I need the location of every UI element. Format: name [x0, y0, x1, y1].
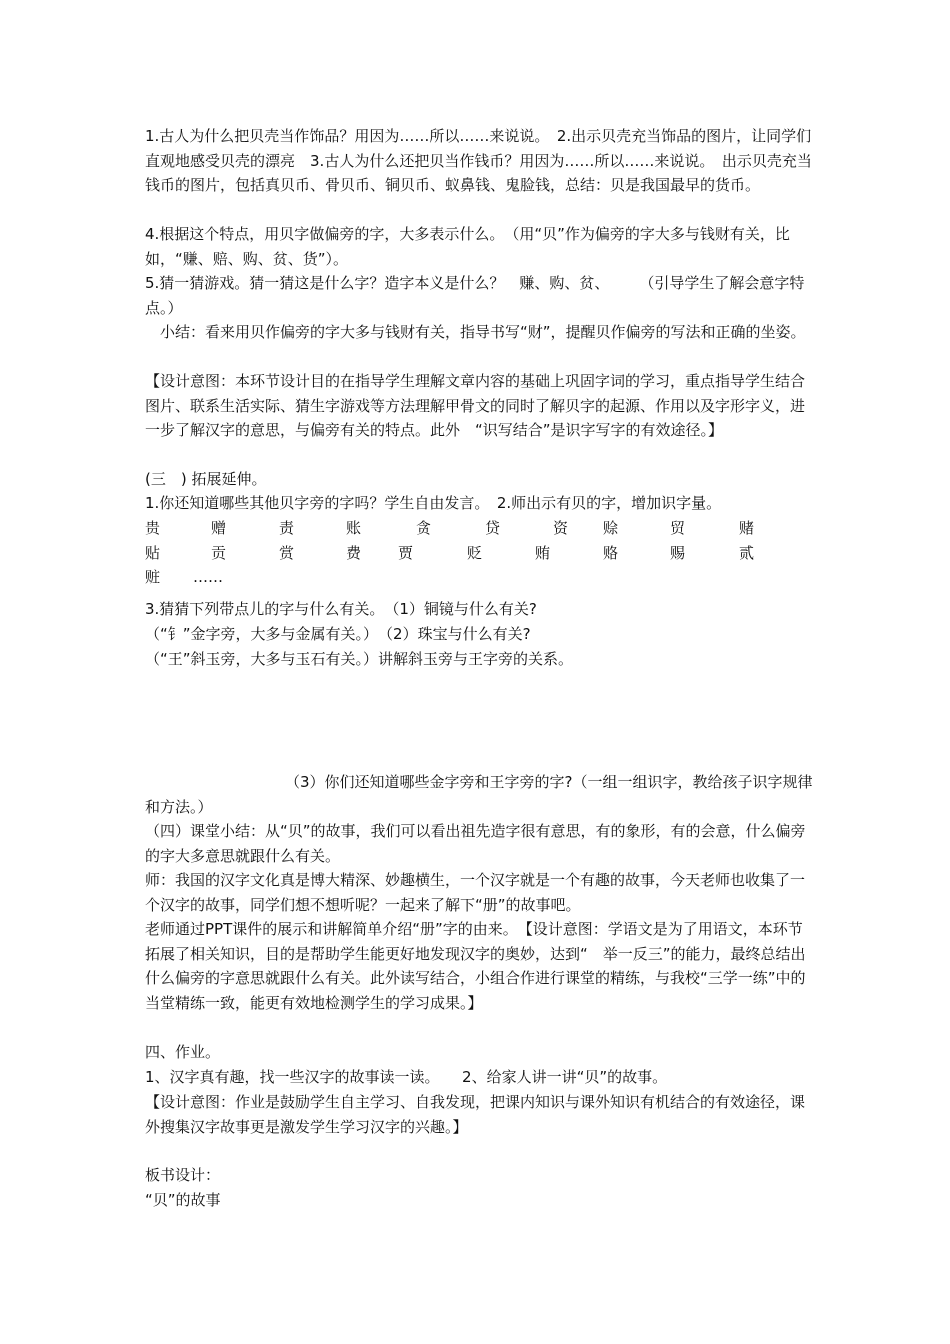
paragraph-summary: 小结：看来用贝作偏旁的字大多与钱财有关，指导书写“财”，提醒贝作偏旁的写法和正确的坐姿。 — [145, 323, 806, 341]
paragraph-class-summary: （四）课堂小结：从“贝”的故事，我们可以看出祖先造字很有意思，有的象形，有的会意，什么偏旁的字大多意思就跟什么有关。 — [145, 822, 806, 865]
character: 资 — [553, 519, 569, 537]
character-row — [145, 565, 815, 590]
character: 赃 — [145, 568, 161, 586]
paragraph-design-intent-3: 【设计意图：作业是鼓励学生自主学习、自我发现，把课内知识与课外知识有机结合的有效途径，课外搜集汉字故事更是激发学生学习汉字的兴趣。】 — [145, 1093, 806, 1136]
paragraph-radical-meaning: 4.根据这个特点，用贝字做偏旁的字，大多表示什么。 （用“贝”作为偏旁的字大多与钱财有关，比如，“赚、赔、购、贫、货”）。 — [145, 225, 790, 268]
paragraph-design-intent-1: 【设计意图：本环节设计目的在指导学生理解文章内容的基础上巩固字词的学习，重点指导学生结合图片、联系生活实际、猜生字游戏等方法理解甲骨文的同时了解贝字的起源、作用以及字形字义，进一步了解汉字的意思，与偏旁有关的特点。此外 “识写结合”是识字写字的有效途径。】 — [145, 372, 806, 439]
paragraph-teacher-story: 师：我国的汉字文化真是博大精深、妙趣横生，一个汉字就是一个有趣的故事，今天老师也收集了一个汉字的故事，同学们想不想听呢？一起来了解下“册”的故事吧。 — [145, 871, 806, 914]
character: 贸 — [670, 519, 686, 537]
paragraph-guess-game: 5.猜一猜游戏。猜一猜这是什么字？造字本义是什么？ 赚、购、贫、 （引导学生了解会意字特点。） — [145, 274, 805, 317]
character-table — [145, 516, 815, 590]
character: 贷 — [485, 519, 501, 537]
character: 贴 — [145, 543, 161, 562]
paragraph-gold-radical: （“钅”金字旁，大多与金属有关。） （2）珠宝与什么有关? — [145, 625, 531, 643]
character: 费 — [346, 543, 362, 562]
character-row — [145, 516, 815, 541]
character: 贡 — [211, 543, 227, 562]
character: 贪 — [416, 519, 432, 537]
character: 贬 — [467, 543, 483, 562]
character: 赐 — [670, 543, 686, 562]
character: 赌 — [739, 519, 755, 537]
character: 贰 — [739, 543, 755, 562]
character-row — [145, 541, 815, 566]
paragraph-jade-radical: （“王”斜玉旁，大多与玉石有关。）讲解斜玉旁与王字旁的关系。 — [145, 650, 574, 668]
character: 赂 — [603, 543, 619, 562]
character: 赊 — [603, 519, 619, 537]
character: 责 — [279, 519, 295, 537]
character: 账 — [346, 519, 362, 537]
character: 贾 — [398, 543, 414, 562]
character: 赠 — [211, 519, 227, 537]
paragraph-other-characters: 1.你还知道哪些其他贝字旁的字吗？学生自由发言。 2.师出示有贝的字，增加识字量。 — [145, 494, 722, 512]
paragraph-homework: 1、汉字真有趣，找一些汉字的故事读一读。 2、给家人讲一讲“贝”的故事。 — [145, 1068, 668, 1086]
section-heading-extension: (三 ) 拓展延伸。 — [145, 470, 267, 488]
paragraph-design-intent-2: 老师通过PPT课件的展示和讲解简单介绍“册”字的由来。 【设计意图：学语文是为了用语文，本环节拓展了相关知识，目的是帮助学生能更好地发现汉字的奥妙，达到“ 举一反三”的能力，最终总结出什么偏旁的字意思就跟什么有关。此外读写结合，小组合作进行课堂的精练，与我校“三学一练”中的当堂精练一致，能更有效地检测学生的学习成果。】 — [145, 920, 806, 1012]
ellipsis: …… — [193, 568, 223, 586]
paragraph-shell-questions: 1.古人为什么把贝壳当作饰品？用因为……所以……来说说。 2.出示贝壳充当饰品的图片，让同学们直观地感受贝壳的漂亮 3.古人为什么还把贝当作钱币？用因为……所以……来说说。 出示贝壳充当钱币的图片，包括真贝币、骨贝币、铜贝币、蚁鼻钱、鬼脸钱，总结：贝是我国最早的货币。 — [145, 127, 812, 194]
paragraph-guess-dotted: 3.猜猜下列带点儿的字与什么有关。 （1）铜镜与什么有关? — [145, 600, 537, 618]
character: 贿 — [535, 543, 551, 562]
section-heading-homework: 四、作业。 — [145, 1043, 221, 1061]
character: 贵 — [145, 519, 161, 537]
character: 赏 — [279, 543, 295, 562]
paragraph-more-radicals: （3）你们还知道哪些金字旁和王字旁的字?（一组一组识字，教给孩子识字规律和方法。） — [145, 773, 813, 816]
blackboard-title: “贝”的故事 — [145, 1191, 221, 1209]
blackboard-design-heading: 板书设计： — [145, 1166, 221, 1184]
